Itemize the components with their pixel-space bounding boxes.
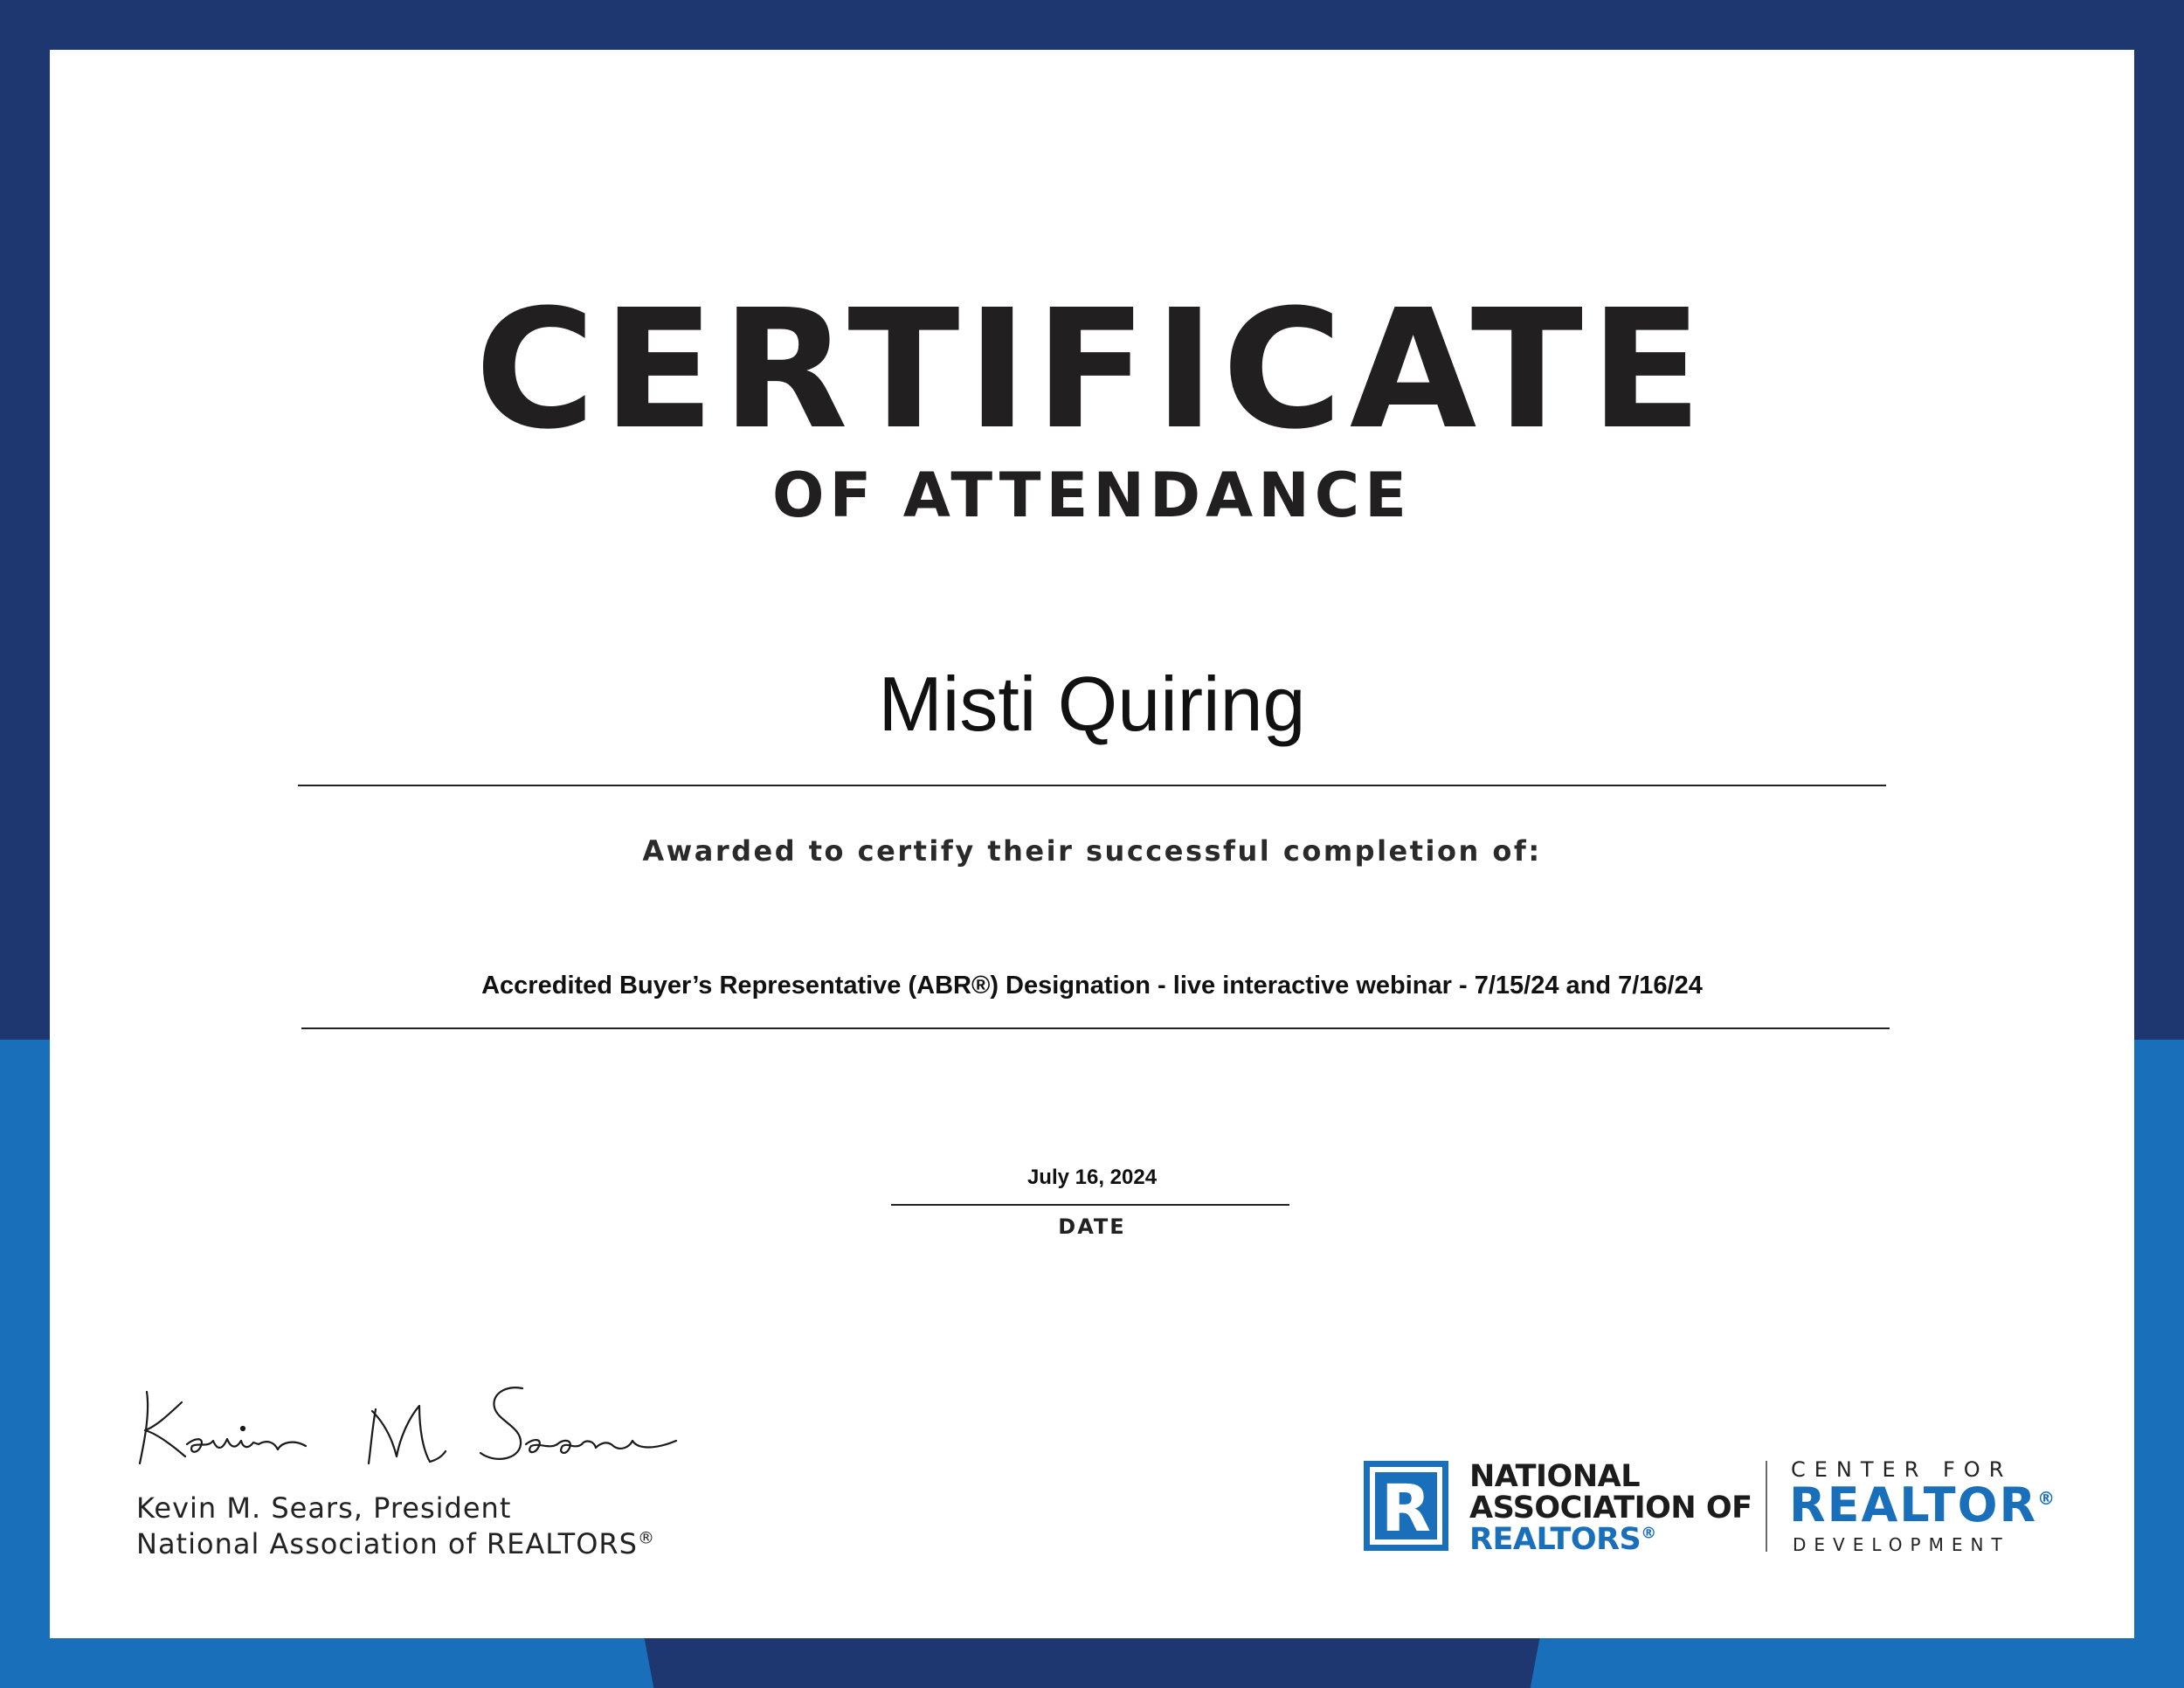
nar-logo-icon <box>1364 1461 1448 1551</box>
signatory-organization: National Association of REALTORS® <box>136 1527 655 1560</box>
signatory-name: Kevin M. Sears, President <box>136 1491 512 1525</box>
signature-image <box>131 1376 690 1472</box>
registered-mark: ® <box>637 1528 655 1548</box>
date-label: DATE <box>1058 1214 1126 1239</box>
background-bottom-tab <box>644 1636 1540 1688</box>
certificate-title: CERTIFICATE <box>474 274 1710 466</box>
logo-divider <box>1766 1461 1767 1552</box>
date-underline <box>891 1204 1289 1206</box>
course-title: Accredited Buyer’s Representative (ABR®) Designation - live interactive webinar - 7/15/24 and 7/16/24 <box>481 972 1703 1000</box>
awarded-statement: Awarded to certify their successful completion of: <box>642 834 1542 868</box>
crd-wordmark-top: CENTER FOR <box>1791 1457 2013 1482</box>
nar-wordmark-line3: REALTORS® <box>1469 1522 1656 1557</box>
crd-registered-mark: ® <box>2037 1488 2057 1509</box>
crd-wordmark-bottom: DEVELOPMENT <box>1793 1534 2010 1555</box>
completion-date: July 16, 2024 <box>1026 1166 1158 1189</box>
course-underline <box>301 1027 1890 1029</box>
crd-wordmark-main: REALTOR® <box>1789 1477 2057 1532</box>
recipient-underline <box>298 785 1886 786</box>
nar-wordmark-line2: ASSOCIATION OF <box>1469 1491 1752 1525</box>
nar-registered-mark: ® <box>1641 1524 1656 1543</box>
recipient-name: Misti Quiring <box>878 661 1306 747</box>
nar-logo-letter: R <box>1381 1471 1431 1546</box>
nar-wordmark-line1: NATIONAL <box>1469 1459 1640 1494</box>
signatory-block <box>136 1491 655 1562</box>
certificate-subtitle: OF ATTENDANCE <box>772 460 1412 531</box>
nar-wordmark <box>1469 1461 1752 1555</box>
